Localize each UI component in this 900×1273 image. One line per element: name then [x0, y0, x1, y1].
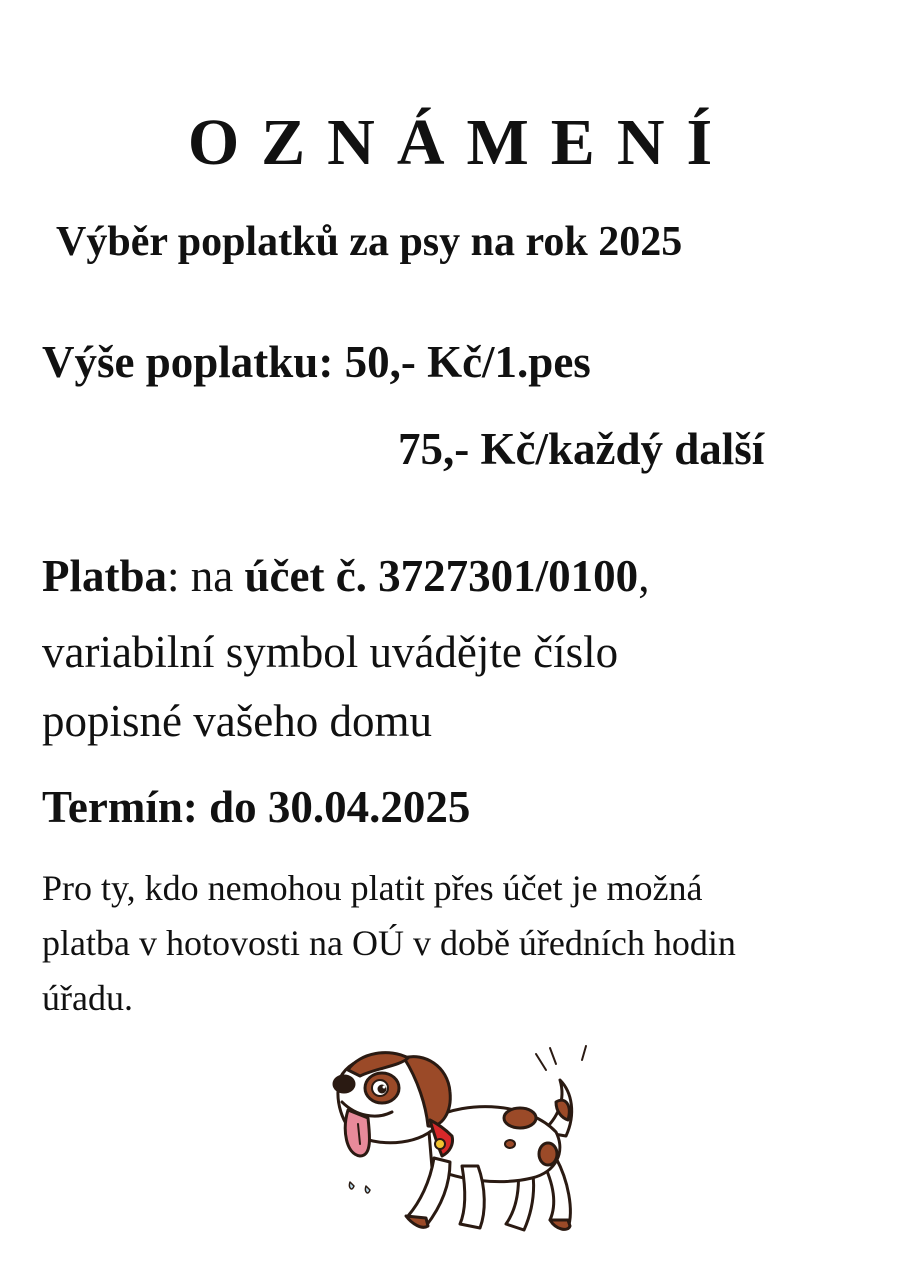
- payment-comma: ,: [638, 551, 650, 601]
- cartoon-dog-icon: [320, 1040, 605, 1240]
- payment-colon: : na: [167, 551, 245, 601]
- payment-account: účet č. 3727301/0100: [244, 551, 639, 601]
- payment-line-3: popisné vašeho domu: [42, 696, 432, 746]
- deadline: Termín: do 30.04.2025: [42, 782, 471, 832]
- note-line-3: úřadu.: [42, 978, 133, 1018]
- fee-next-dog: 75,- Kč/každý další: [398, 424, 765, 474]
- payment-line-1: [42, 544, 649, 608]
- payment-label: Platba: [42, 551, 168, 601]
- fee-first-value: 50,- Kč/1.pes: [344, 337, 591, 387]
- note-line-2: platba v hotovosti na OÚ v době úředních hodin: [42, 923, 736, 963]
- note-line-1: Pro ty, kdo nemohou platit přes účet je možná: [42, 868, 703, 908]
- payment-line-2: variabilní symbol uvádějte číslo: [42, 627, 619, 677]
- notice-subtitle: Výběr poplatků za psy na rok 2025: [56, 219, 683, 265]
- fee-first-dog: [42, 330, 591, 394]
- fee-label: Výše poplatku:: [42, 337, 334, 387]
- notice-title: OZNÁMENÍ: [187, 106, 735, 179]
